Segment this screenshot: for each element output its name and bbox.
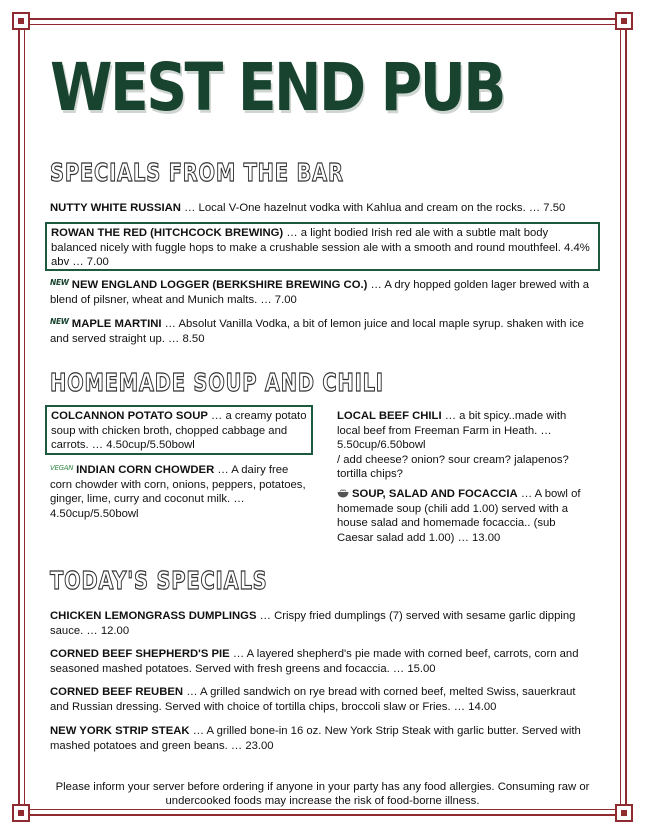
menu-item — [50, 647, 595, 676]
item-name: ROWAN THE RED (HITCHCOCK BREWING) — [51, 227, 284, 239]
item-name: COLCANNON POTATO SOUP — [51, 410, 208, 422]
menu-item-featured — [45, 222, 600, 271]
corner-ornament-top-right — [615, 12, 633, 30]
item-description: … Absolut Vanilla Vodka, a bit of lemon juice and local maple syrup. shaken with ice and served straight up. … 8.50 — [50, 318, 584, 345]
item-name: SOUP, SALAD AND FOCACCIA — [352, 488, 518, 500]
corner-ornament-bottom-right — [615, 804, 633, 822]
item-name: NEW ENGLAND LOGGER (BERKSHIRE BREWING CO.) — [71, 279, 368, 291]
new-badge-icon: NEW — [50, 317, 69, 326]
restaurant-title: WEST END PUB — [50, 49, 504, 126]
menu-item — [50, 315, 595, 346]
item-description: … a light bodied Irish red ale with a subtle malt body balanced nicely with fuggle hops to make a crushable session ale with a smooth and round mouthfeel. 4.4% abv … 7.00 — [51, 227, 590, 268]
vegan-badge-icon: VEGAN — [50, 464, 74, 472]
item-name: CORNED BEEF SHEPHERD'S PIE — [50, 648, 230, 660]
menu-item — [50, 201, 595, 216]
item-description: … A layered shepherd's pie made with corned beef, carrots, corn and seasoned mashed potatoes. Served with fresh greens and focaccia. … 15.00 — [50, 648, 579, 675]
item-name: CORNED BEEF REUBEN — [50, 686, 184, 698]
menu-item — [337, 487, 582, 545]
item-description: … A grilled bone-in 16 oz. New York Strip Steak with garlic butter. Served with mashed potatoes and green beans. … 23.00 — [50, 725, 581, 752]
corner-ornament-bottom-left — [12, 804, 30, 822]
section-title-bar: SPECIALS FROM THE BAR — [50, 158, 344, 187]
item-description: … Crispy fried dumplings (7) served with sesame garlic dipping sauce. … 12.00 — [50, 610, 576, 637]
menu-item — [50, 461, 312, 521]
allergy-notice: Please inform your server before ordering if anyone in your party has any food allergies. Consuming raw or undercooked foods may increase the risk of food-borne illness. — [55, 781, 590, 807]
item-description: … A dry hopped golden lager brewed with a blend of pilsner, wheat and Munich malts. … 7.00 — [50, 279, 590, 306]
new-badge-icon: NEW — [50, 278, 69, 287]
menu-item — [50, 609, 595, 638]
item-description: … A grilled sandwich on rye bread with corned beef, melted Swiss, sauerkraut and Russian dressing. Served with choice of tortilla chips, broccoli slaw or Fries. … 14.00 — [50, 686, 576, 713]
item-name: NUTTY WHITE RUSSIAN — [50, 202, 181, 214]
item-description: … a bit spicy..made with local beef from Freeman Farm in Heath. … 5.50cup/6.50bowl — [337, 410, 567, 451]
menu-item — [337, 409, 582, 482]
item-description: … A bowl of homemade soup (chili add 1.00) served with a house salad and homemade focaccia.. (sub Caesar salad add 1.00) … 13.00 — [337, 488, 581, 544]
item-name: LOCAL BEEF CHILI — [337, 410, 442, 422]
menu-item — [50, 685, 595, 714]
corner-ornament-top-left — [12, 12, 30, 30]
item-description: … A dairy free corn chowder with corn, onions, peppers, potatoes, ginger, lime, curry and coconut milk. … 4.50cup/5.50bowl — [50, 464, 306, 520]
item-description: … Local V-One hazelnut vodka with Kahlua and cream on the rocks. … 7.50 — [180, 202, 566, 214]
menu-item — [50, 276, 595, 307]
item-addons: / add cheese? onion? sour cream? jalapenos? tortilla chips? — [337, 453, 569, 480]
section-title-soup: HOMEMADE SOUP AND CHILI — [50, 368, 384, 397]
item-name: NEW YORK STRIP STEAK — [50, 725, 190, 737]
item-name: INDIAN CORN CHOWDER — [76, 464, 215, 476]
item-name: MAPLE MARTINI — [71, 318, 162, 330]
item-name: CHICKEN LEMONGRASS DUMPLINGS — [50, 610, 257, 622]
menu-item-featured — [45, 405, 313, 455]
item-description: … a creamy potato soup with chicken broth, chopped cabbage and carrots. … 4.50cup/5.50bowl — [51, 410, 307, 451]
menu-item — [50, 724, 595, 753]
bowl-icon — [337, 489, 349, 498]
section-title-today: TODAY'S SPECIALS — [50, 566, 268, 595]
